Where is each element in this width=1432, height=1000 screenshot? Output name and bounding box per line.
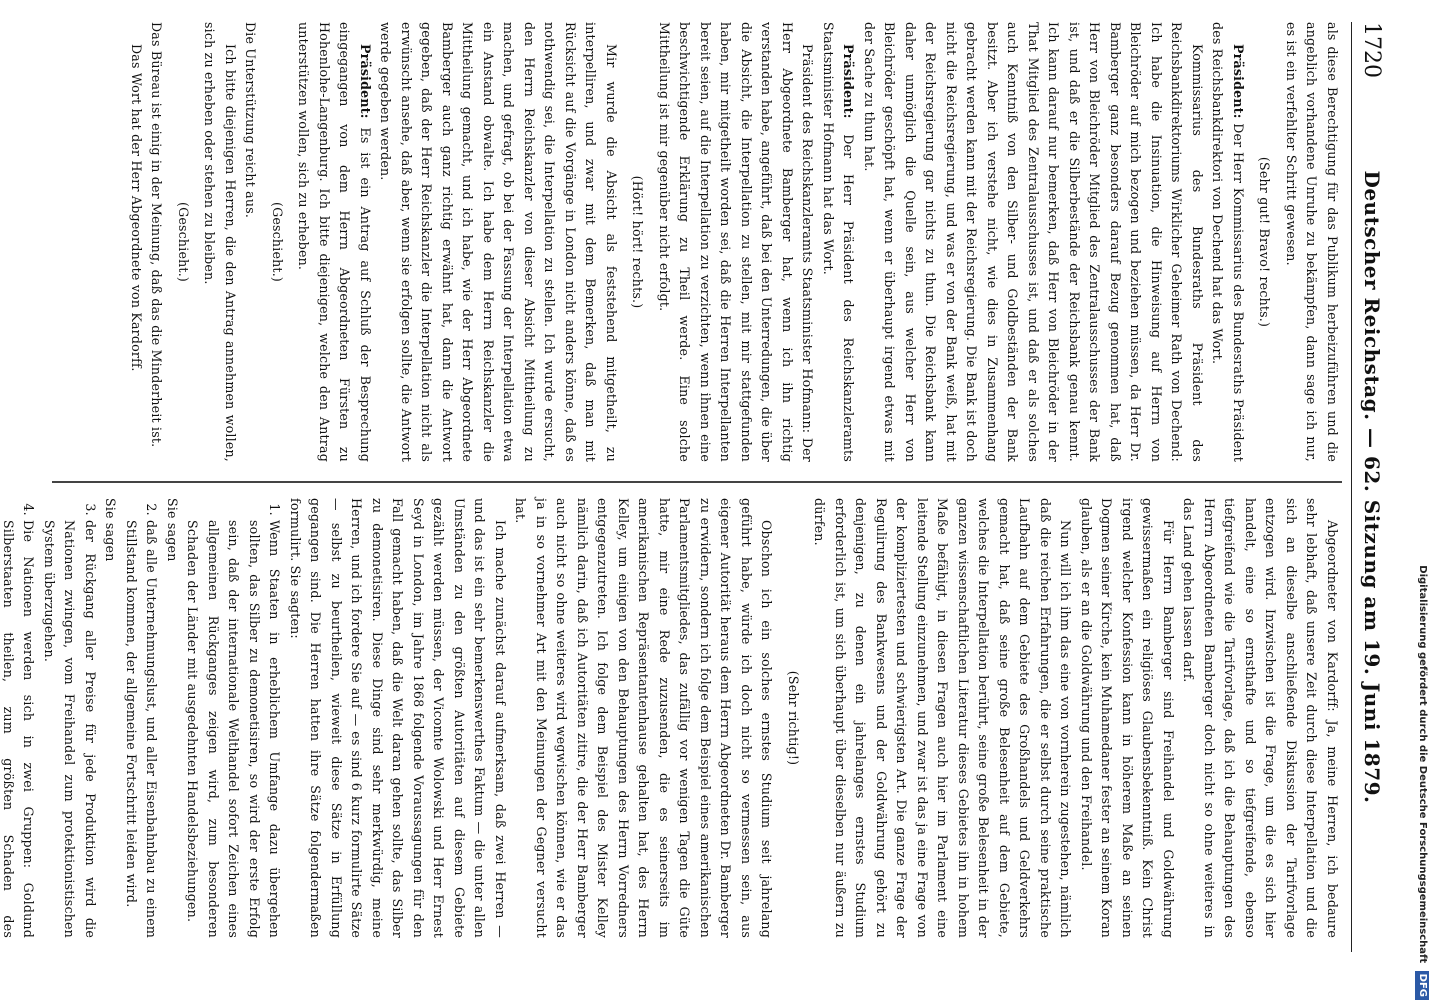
footer-strip [1412, 0, 1432, 1000]
list-item: 3. der Rückgang aller Preise für jede Produktion wird die Nationen zwingen, vom Freihandel zum protektionistischen System überzugehen. [39, 520, 101, 938]
paragraph: Mir wurde die Absicht als feststehend mitgetheilt, zu interpelliren, und zwar mit dem Bemerken, daß man mit Rücksicht auf die Vorgänge in London nicht anders könne, daß es nothwendig sei, die Interpellation zu stellen. Ich wurde ersucht, den Herrn Reichskanzler von dieser Absicht Mittheilung zu machen, und gefragt, ob bei der Fassung der Interpellation etwa ein Anstand obwalte. Ich habe dem Herrn Reichskanzler die Mittheilung gemacht, und ich habe, wie der Herr Abgeordnete Bamberger auch ganz richtig erwähnt hat, dann die Antwort gegeben, daß der Herr Reichskanzler die Interpellation nicht als erwünscht ansehe, daß aber, wenn sie erfolgen sollte, die Antwort werde gegeben werden. [378, 22, 619, 462]
paragraph-text: Der Herr Kommissarius des Bundesraths Präsident des Reichsbankdirektori von Dechend hat das Wort. [1210, 22, 1246, 462]
paragraph [1207, 22, 1248, 462]
digitization-notice [1412, 0, 1432, 1000]
digitization-text: Digitalisierung gefördert durch die Deutsche Forschungsgemeinschaft [1417, 565, 1428, 964]
left-column [42, 22, 1342, 462]
paragraph: Präsident des Reichskanzleramts Staatsminister Hofmann: Der Herr Abgeordnete Bamberger hat, wenn ich ihn richtig verstanden habe, angeführt, daß bei den Unterredungen, die über die Absicht, die Interpellation zu stellen, mit mir stattgefunden haben, mir mitgetheilt worden sei, daß die Herren Interpellanten bereit seien, auf die Interpellation zu verzichten, wenn ihnen eine beschwichtigende Erklärung zu Theil werde. Eine solche Mittheilung ist mir gegenüber nicht erfolgt. [657, 22, 816, 462]
paragraph: Die Unterstützung reicht aus. [243, 22, 259, 219]
interjection: (Sehr richtig!) [786, 670, 801, 766]
paragraph: Ich bitte diejenigen Herren, die den Antrag annehmen wollen, sich zu erheben oder stehen zu bleiben. [202, 22, 238, 462]
paragraph: als diese Berechtigung für das Publikum herbeizuführen und die angeblich vorhandene Unruhe zu bekämpfen, dann sage ich nur, es ist ein verfehlter Schritt gewesen. [1284, 22, 1340, 462]
dfg-logo-badge: DFG [1415, 971, 1429, 1000]
paragraph: Nun will ich ihm das eine von vornherein zugestehen, nämlich daß die reichen Erfahrungen, die er selbst durch seine praktische Laufbahn auf dem Gebiete des Großhandels und Geldverkehrs gemacht hat, daß seine große Belesenheit auf dem Gebiete, welches die Interpellation berührt, seine große Belesenheit in der ganzen wissenschaftlichen Literatur dieses Gebietes ihn in hohem Maße befähigt, in diesen Fragen auch hier im Parlament eine leitende Stellung einzunehmen, und zwar ist das ja eine Frage von der kompliziertesten und schwierigsten Art. Die ganze Frage der Regulirung des Bankwesens und der Goldwährung gehört zu denjenigen, zu denen ein jahrelanges ernstes Studium erforderlich ist, um sich überhaupt über dieselben nur äußern zu dürfen. [812, 498, 1074, 938]
list-item: 4. Die Nationen werden sich in zwei Gruppen: Goldund Silberstaaten theilen, zum größten Schaden des [0, 520, 39, 938]
list-lead: Sie sagen [103, 498, 119, 562]
numbered-list [0, 498, 100, 938]
column-divider [52, 481, 1342, 483]
page-title: Deutscher Reichstag. — 62. Sitzung am 19. Juni 1879. [1360, 170, 1384, 804]
paragraph-text: Der Herr Präsident des Reichskanzleramts Staatsminister Hofmann hat das Wort. [821, 22, 857, 462]
list-item: 2. daß alle Unternehmungslust, und aller Eisenbahnbau zu einem Stillstand kommen, der allgemeine Fortschritt leiden wird. [121, 520, 162, 938]
paragraph [818, 22, 859, 462]
list-item: 1. Wenn Staaten in erheblichem Umfange dazu übergehen sollten, das Silber zu demonetisiren, so wird der erste Erfolg sein, daß der internationale Welthandel sofort Zeichen eines allgemeinen Rückganges zeigen wird, zum besonderen Schaden der Länder mit ausgedehnten Handelsbeziehungen. [182, 520, 285, 938]
page-header [1351, 22, 1392, 952]
interjection: (Geschieht.) [270, 201, 285, 283]
numbered-list [182, 498, 285, 938]
paragraph [293, 22, 375, 462]
interjection: (Sehr gut! Bravo! rechts.) [1257, 156, 1273, 328]
page-number: 1720 [1359, 22, 1384, 78]
paragraph-text: Es ist ein Antrag auf Schluß der Besprechung eingegangen von dem Herrn Abgeordneten Fürsten zu Hohenlohe-Langenburg. Ich bitte diejenigen, welche den Antrag unterstützen wollen, sich zu erheben. [296, 22, 373, 462]
speaker-label: Präsident: [1231, 44, 1246, 119]
speaker-label: Präsident: [841, 44, 857, 119]
paragraph: Für Herrn Bamberger sind Freihandel und Goldwährung gewissermaßen ein religiöses Glaubensbekenntniß. Kein Christ irgend welcher Konfession kann in höherem Maße an seinen Dogmen seiner Kirche, kein Muhamedaner fester an seinem Koran glauben, als er an die Goldwährung und den Freihandel. [1079, 498, 1176, 938]
paragraph: Das Wort hat der Herr Abgeordnete von Kardorff. [129, 44, 144, 372]
right-column [1, 498, 1342, 938]
paragraph: Obschon ich ein solches ernstes Studium seit jahrelang geführt habe, würde ich doch nicht so vermessen sein, aus eigener Autorität heraus dem Herrn Abgeordneten Dr. Bamberger zu erwidern, sondern ich folge dem Beispiel eines amerikanischen Parlamentsmitgliedes, das zufällig vor wenigen Tagen die Güte hatte, mir eine Rede zuzusenden, die es seinerseits im amerikanischen Repräsentantenhause gehalten hat, des Herrn Kelley, um einigen von den Behauptungen des Herrn Vorredners entgegenzutreten. Ich folge dem Beispiel des Mister Kelley nämlich darin, daß ich Autoritäten zitire, die der Herr Bamberger auch nicht so ohne weiteres wird wegwischen können, wie er das ja in so vornehmer Art mit den Meinungen der Gegner versucht hat. [513, 498, 775, 938]
interjection: (Geschieht.) [176, 201, 191, 283]
paragraph: Abgeordneter von Kardorff: Ja, meine Herren, ich bedaure sehr lebhaft, daß unsere Zeit durch diese Interpellation und die sich an dieselbe anschließende Diskussion der Tarifvorlage entzogen wird. Inzwischen ist die Frage, um die es sich hier handelt, eine so ernsthafte und so tiefgreifende, ebenso tiefgreifend wie die Tarifvorlage, daß ich die Behauptungen des Herrn Abgeordneten Bamberger doch nicht so ohne weiteres in das Land gehen lassen darf. [1181, 498, 1340, 938]
paragraph: Ich mache zunächst darauf aufmerksam, daß zwei Herren — und das ist ein sehr bemerkenswerthes Faktum — die unter allen Umständen zu den größten Autoritäten auf diesem Gebiete gezählt werden müssen, der Vicomte Wolowski und Herr Ernest Seyd in London, im Jahre 1868 folgende Voraussagungen für den Fall gemacht haben, daß die Welt daran gehen sollte, das Silber zu demonetisiren. Diese Dinge sind sehr merkwürdig, meine Herren, und ich fordere Sie auf — es sind 6 kurz formulirte Sätze — selbst zu beurtheilen, wieweit diese Sätze in Erfüllung gegangen sind. Die Herren hatten ihre Sätze folgendermaßen formulirt. Sie sagten: [288, 498, 508, 938]
list-lead: Sie sagen [165, 498, 180, 562]
paragraph: Das Büreau ist einig in der Meinung, daß das die Minderheit ist. [149, 22, 165, 448]
speaker-label: Präsident: [358, 44, 373, 119]
numbered-list [121, 498, 162, 938]
interjection: (Hört! hört! rechts.) [630, 175, 646, 309]
paragraph: Kommissarius des Bundesraths Präsident des Reichsbankdirektoriums Wirklicher Geheimer Rath von Dechend: Ich habe die Insinuation, die Hinweisung auf Herrn von Bleichröder auf mich bezogen und beziehen müssen, da Herr Dr. Bamberger ganz besonders darauf Bezug genommen hat, daß Herr von Bleichröder Mitglied des Zentralausschusses der Bank ist, und daß er die Silberbestände der Reichsbank genau kennt. Ich kann darauf nur bemerken, daß Herr von Bleichröder in der That Mitglied des Zentralausschusses ist, und daß er als solches auch Kenntniß von den Silber- und Goldbeständen der Bank besitzt. Aber ich verstehe nicht, wie dies in Zusammenhang gebracht werden kann mit der Reichsregierung. Die Bank ist doch nicht die Reichsregierung, und was er von der Bank weiß, hat mit der Reichsregierung gar nichts zu thun. Die Reichsbank kann daher unmöglich die Quelle sein, aus welcher Herr von Bleichröder geschöpft hat, wenn er überhaupt irgend etwas mit der Sache zu thun hat. [862, 22, 1205, 462]
